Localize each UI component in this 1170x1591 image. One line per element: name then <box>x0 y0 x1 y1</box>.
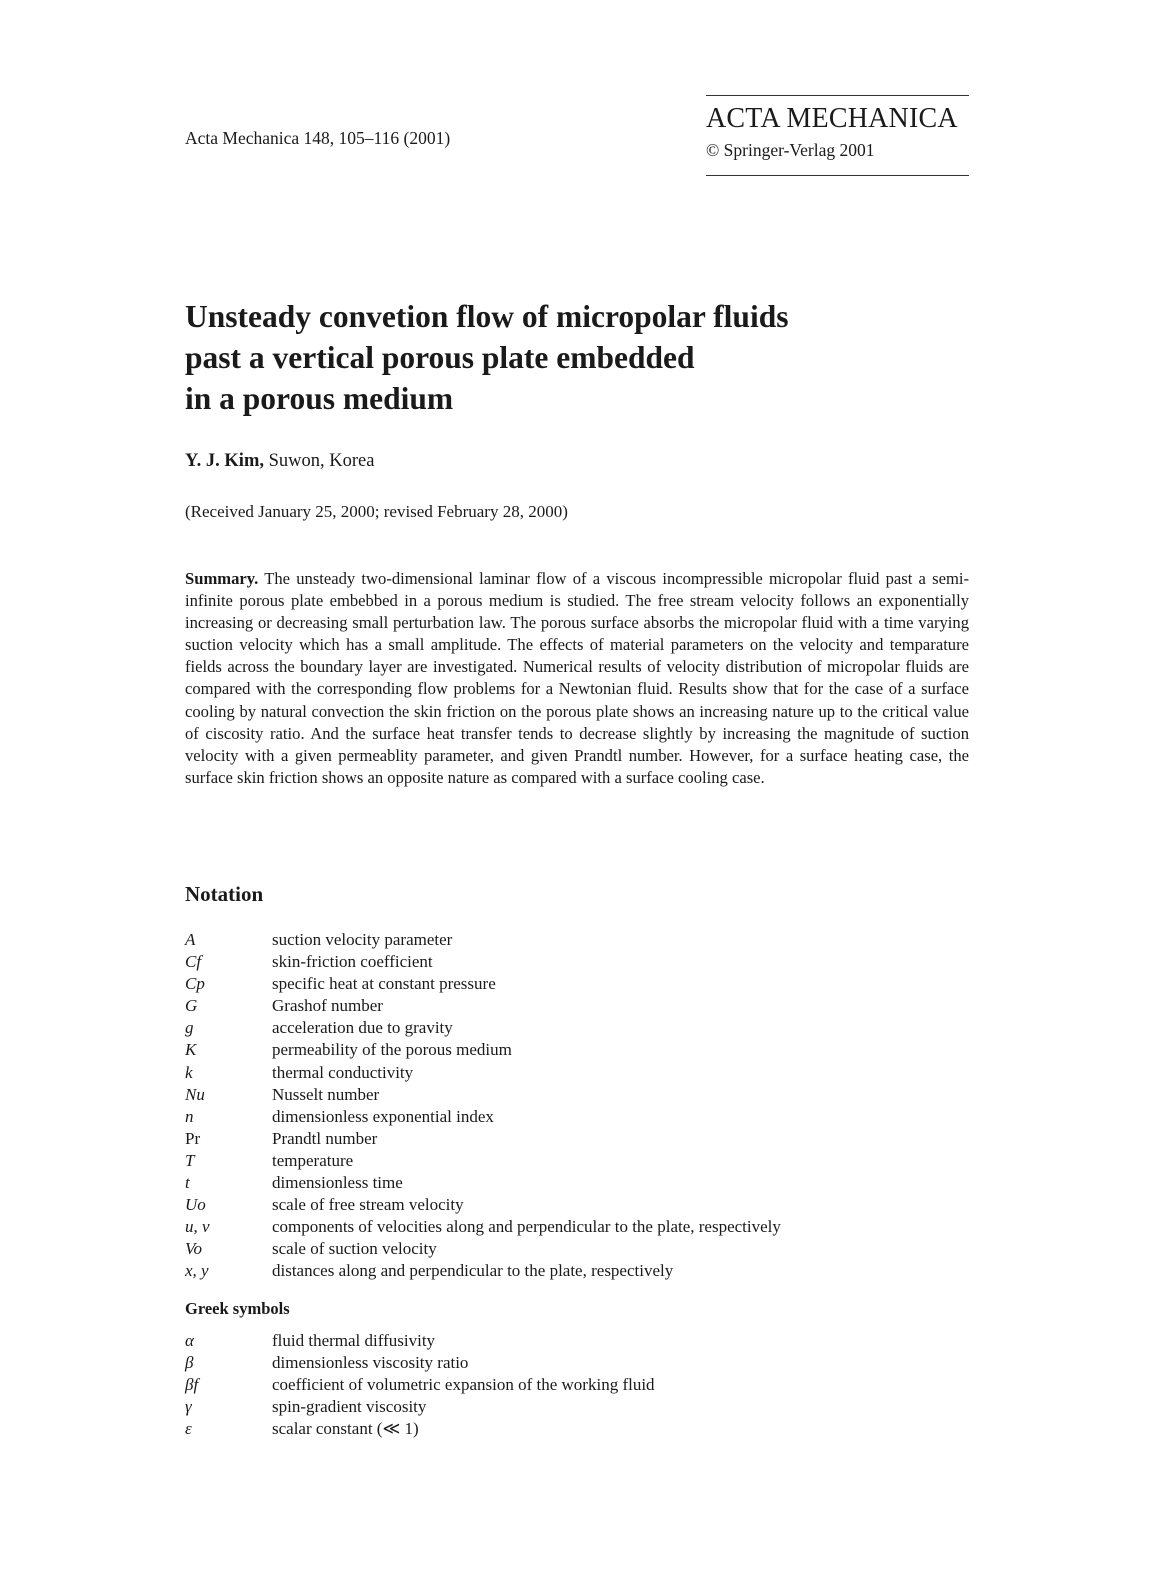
notation-row <box>185 1062 781 1084</box>
notation-symbol: Cf <box>185 952 202 972</box>
notation-row <box>185 1374 655 1396</box>
notation-list <box>185 929 781 1283</box>
notation-symbol: Pr <box>185 1128 201 1148</box>
received-dates: (Received January 25, 2000; revised February 28, 2000) <box>185 502 568 521</box>
author-location: Suwon, Korea <box>263 451 375 471</box>
summary-paragraph <box>185 568 969 789</box>
notation-row <box>185 1330 655 1352</box>
notation-description: fluid thermal diffusivity <box>272 1331 436 1350</box>
greek-symbols-list <box>185 1330 655 1440</box>
notation-description: scale of suction velocity <box>272 1239 437 1259</box>
notation-symbol: Vo <box>185 1239 202 1259</box>
notation-symbol: t <box>185 1173 190 1193</box>
notation-row <box>185 1260 781 1282</box>
journal-name: ACTA MECHANICA <box>706 103 958 134</box>
notation-heading: Notation <box>185 882 264 906</box>
notation-symbol: g <box>185 1018 194 1038</box>
notation-row <box>185 1106 781 1128</box>
notation-description: Nusselt number <box>272 1084 380 1104</box>
notation-row <box>185 1418 655 1440</box>
notation-row <box>185 1172 781 1194</box>
notation-row <box>185 995 781 1017</box>
notation-row <box>185 1150 781 1172</box>
notation-description: permeability of the porous medium <box>272 1040 512 1060</box>
notation-row <box>185 1084 781 1106</box>
paper-title <box>185 296 985 419</box>
notation-description: acceleration due to gravity <box>272 1018 453 1038</box>
notation-description: coefficient of volumetric expansion of the working fluid <box>272 1375 655 1395</box>
author-name: Y. J. Kim, <box>185 451 264 471</box>
notation-row <box>185 1194 781 1216</box>
notation-description: specific heat at constant pressure <box>272 974 496 994</box>
summary-text: The unsteady two-dimensional laminar flow of a viscous incompressible micropolar fluid past a semi-infinite porous plate embebbed in a porous medium is studied. The free stream velocity follows an exponentially increasing or decreasing small perturbation law. The porous surface absorbs the micropolar fluid with a time varying suction velocity which has a small amplitude. The effects of material parameters on the velocity and temparature fields across the boundary layer are investigated. Numerical results of velocity distribution of micropolar fluids are compared with the corresponding flow problems for a Newtonian fluid. Results show that for the case of a surface cooling by natural convection the skin friction on the porous plate shows an increasing nature up to the critical value of ciscosity ratio. And the surface heat transfer tends to decrease slightly by increasing the magnitude of suction velocity with a given permeablity parameter, and given Prandtl number. However, for a surface heating case, the surface skin friction shows an opposite nature as compared with a surface cooling case. <box>185 569 969 787</box>
notation-description: distances along and perpendicular to the plate, respectively <box>272 1261 674 1281</box>
notation-symbol: Nu <box>185 1084 205 1104</box>
title-line: Unsteady convetion flow of micropolar fluids <box>185 299 789 334</box>
masthead-bottom-rule <box>706 175 969 176</box>
title-line: past a vertical porous plate embedded <box>185 340 695 375</box>
notation-symbol: G <box>185 996 198 1016</box>
notation-description: scalar constant (≪ 1) <box>272 1419 419 1439</box>
notation-row <box>185 1238 781 1260</box>
summary-label: Summary. <box>185 569 259 588</box>
notation-row <box>185 929 781 951</box>
notation-description: Grashof number <box>272 996 383 1016</box>
notation-row <box>185 1017 781 1039</box>
notation-description: dimensionless exponential index <box>272 1106 494 1126</box>
notation-symbol: K <box>185 1040 197 1060</box>
notation-row <box>185 1396 655 1418</box>
notation-symbol: βf <box>185 1375 199 1395</box>
greek-symbols-heading: Greek symbols <box>185 1299 290 1318</box>
title-line: in a porous medium <box>185 381 454 416</box>
journal-citation: Acta Mechanica 148, 105–116 (2001) <box>185 128 451 148</box>
notation-symbol: α <box>185 1331 194 1350</box>
notation-description: spin-gradient viscosity <box>272 1397 427 1417</box>
notation-symbol: γ <box>185 1397 192 1417</box>
notation-symbol: n <box>185 1106 194 1126</box>
notation-symbol: T <box>185 1150 195 1170</box>
copyright-notice: © Springer-Verlag 2001 <box>706 140 875 160</box>
notation-symbol: ε <box>185 1419 192 1439</box>
notation-row <box>185 1352 655 1374</box>
notation-description: skin-friction coefficient <box>272 952 433 972</box>
notation-description: thermal conductivity <box>272 1062 414 1082</box>
notation-symbol: x, y <box>185 1261 209 1281</box>
notation-symbol: Uo <box>185 1195 206 1215</box>
notation-row <box>185 1128 781 1150</box>
notation-row <box>185 951 781 973</box>
notation-symbol: β <box>185 1353 194 1373</box>
notation-description: suction velocity parameter <box>272 930 453 949</box>
notation-symbol: k <box>185 1062 193 1082</box>
notation-description: dimensionless viscosity ratio <box>272 1353 469 1373</box>
notation-symbol: u, v <box>185 1217 210 1237</box>
notation-description: temperature <box>272 1150 354 1170</box>
notation-description: components of velocities along and perpendicular to the plate, respectively <box>272 1217 781 1237</box>
notation-row <box>185 1039 781 1061</box>
notation-symbol: A <box>185 930 196 949</box>
notation-description: Prandtl number <box>272 1128 378 1148</box>
notation-description: dimensionless time <box>272 1173 403 1193</box>
notation-row <box>185 1216 781 1238</box>
notation-symbol: Cp <box>185 974 205 994</box>
journal-masthead <box>706 95 969 176</box>
author-line <box>185 451 374 472</box>
notation-description: scale of free stream velocity <box>272 1195 464 1215</box>
notation-row <box>185 973 781 995</box>
masthead-top-rule <box>706 95 969 96</box>
